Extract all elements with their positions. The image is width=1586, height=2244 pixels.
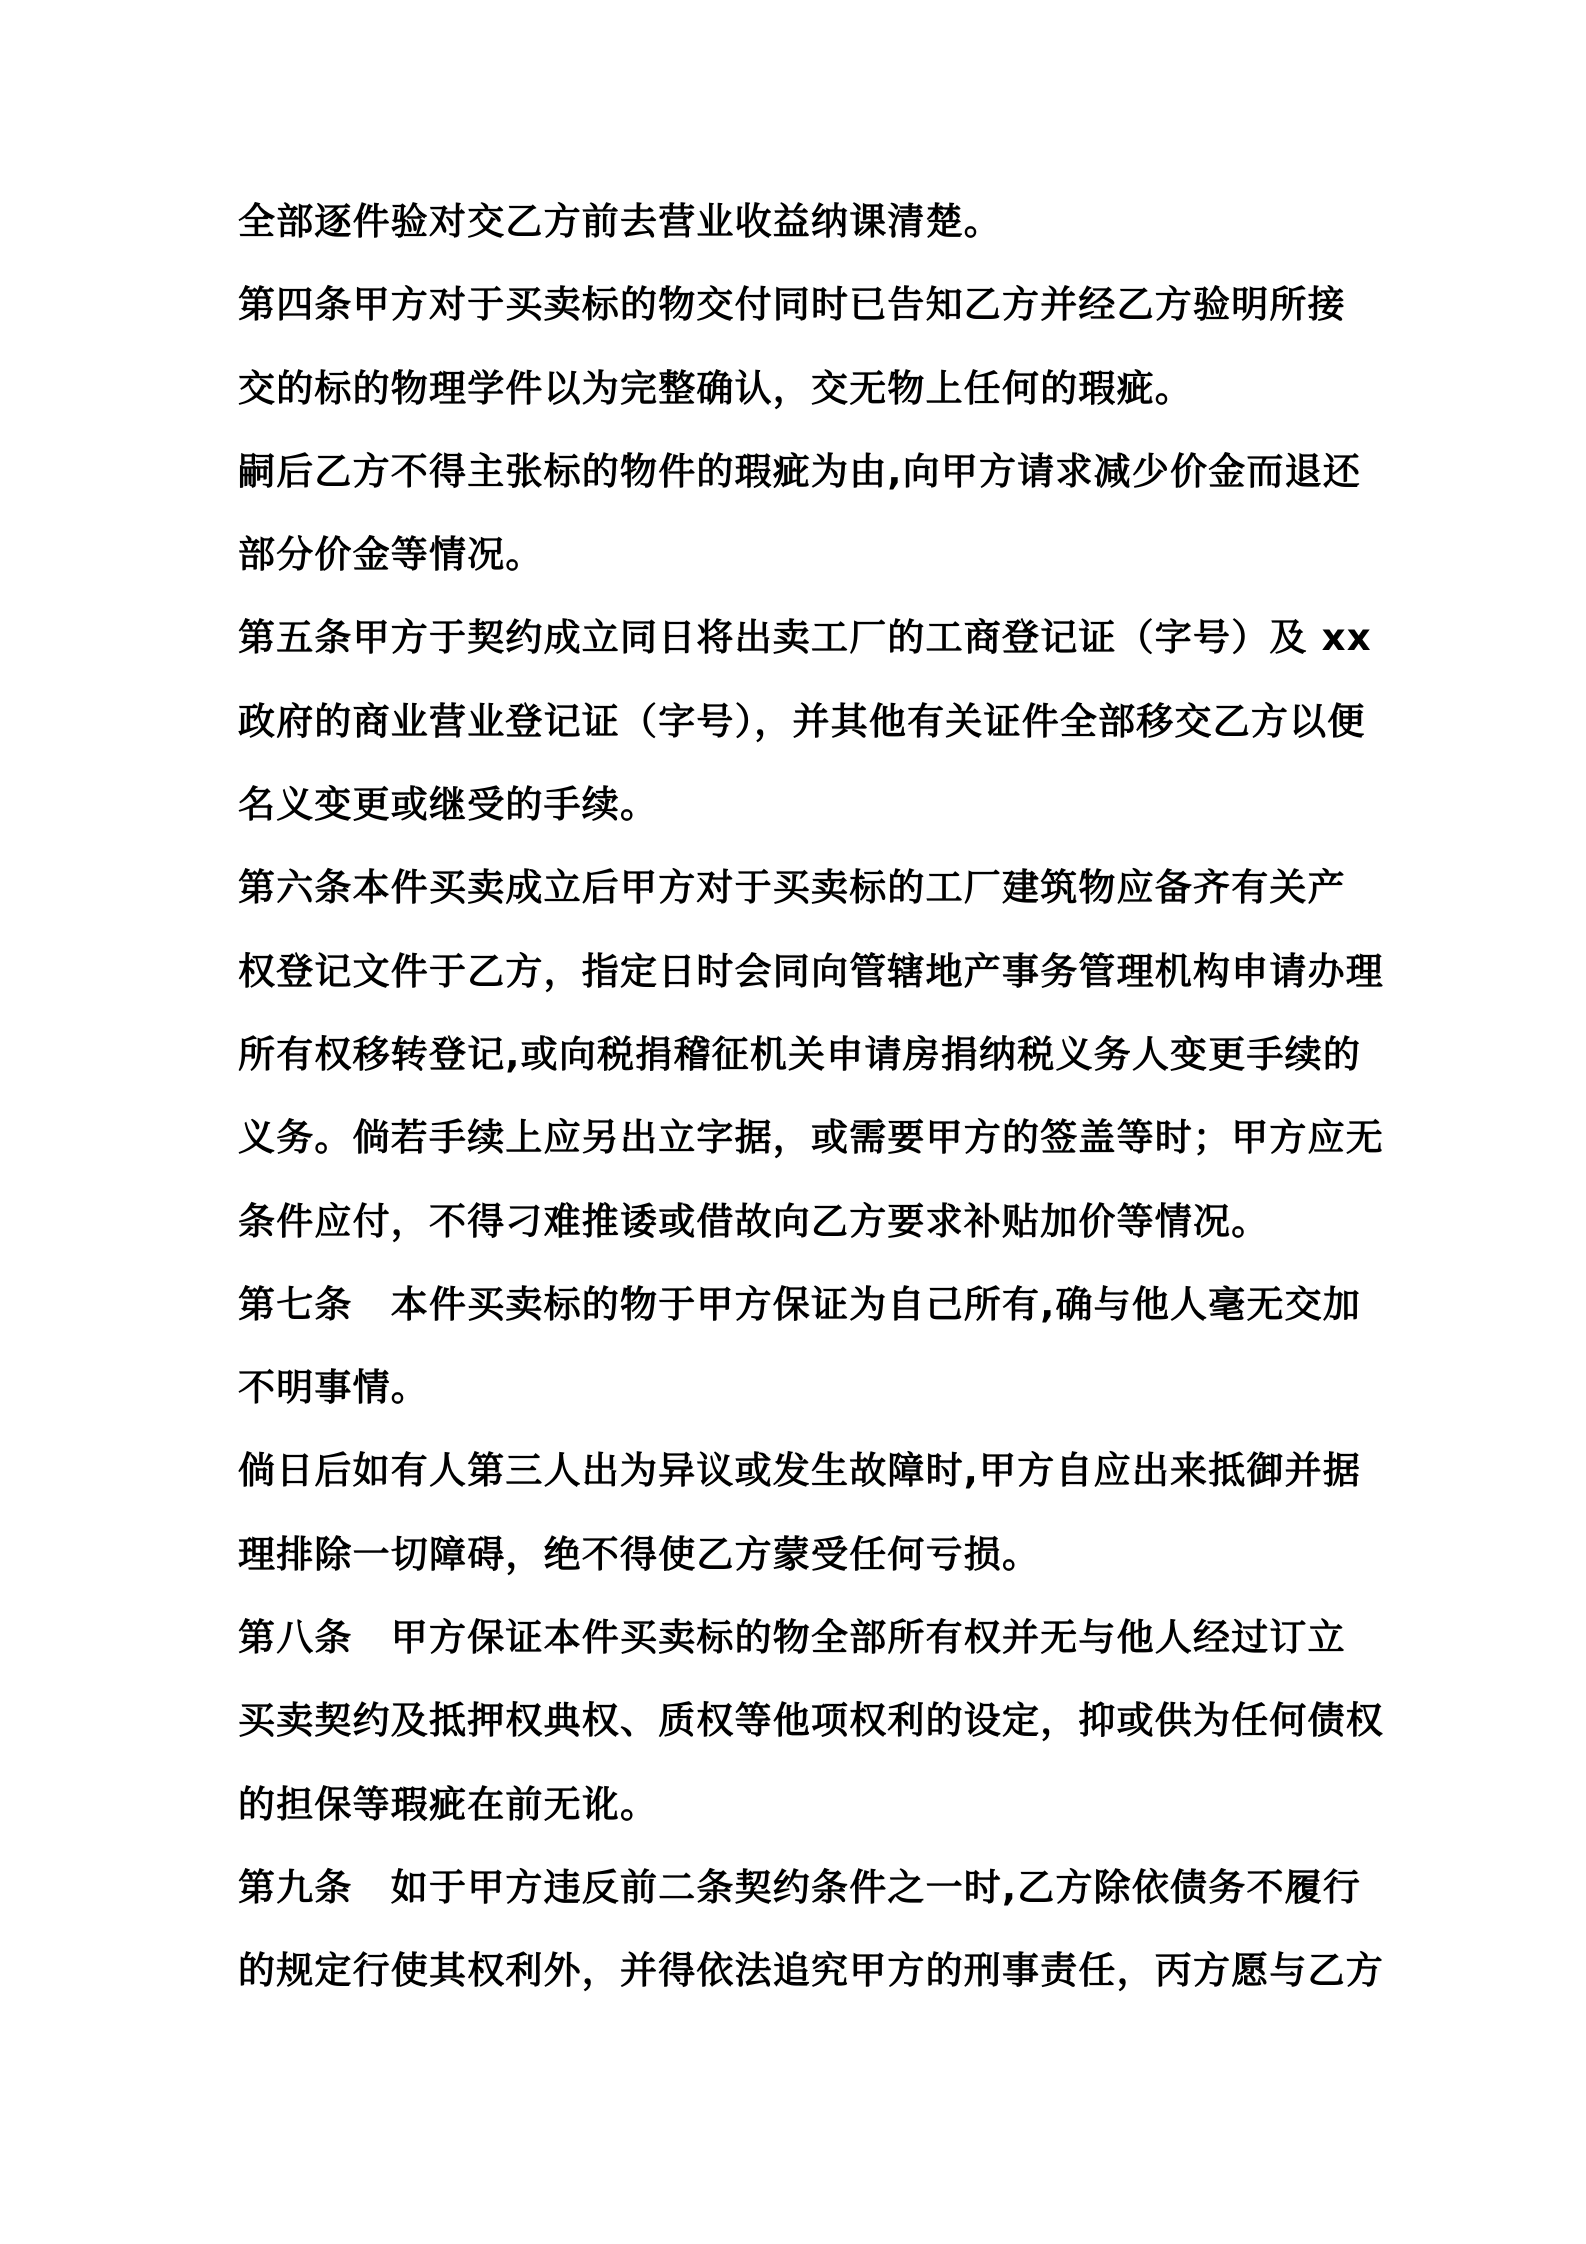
contract-text-block [238, 180, 1384, 2013]
text-line-9: 第六条本件买卖成立后甲方对于买卖标的工厂建筑物应备齐有关产 [238, 866, 1346, 910]
text-line-15: 不明事情。 [238, 1366, 429, 1410]
text-line-7: 政府的商业营业登记证（字号），并其他有关证件全部移交乙方以便 [238, 699, 1366, 743]
text-line-13: 条件应付，不得刁难推诿或借故向乙方要求补贴加价等情况。 [238, 1199, 1270, 1243]
text-line-17: 理排除一切障碍，绝不得使乙方蒙受任何亏损。 [238, 1532, 1041, 1576]
text-line-14: 第七条 本件买卖标的物于甲方保证为自己所有,确与他人毫无交加 [238, 1282, 1362, 1326]
text-line-22: 的规定行使其权利外，并得依法追究甲方的刑事责任，丙方愿与乙方 [238, 1949, 1384, 1993]
text-line-5: 部分价金等情况。 [238, 533, 544, 577]
text-line-10: 权登记文件于乙方，指定日时会同向管辖地产事务管理机构申请办理 [238, 949, 1384, 993]
text-line-12: 义务。倘若手续上应另出立字据，或需要甲方的签盖等时；甲方应无 [238, 1116, 1384, 1160]
text-line-20: 的担保等瑕疵在前无讹。 [238, 1782, 659, 1826]
text-line-4: 嗣后乙方不得主张标的物件的瑕疵为由,向甲方请求减少价金而退还 [238, 449, 1362, 493]
text-line-2: 第四条甲方对于买卖标的物交付同时已告知乙方并经乙方验明所接 [238, 283, 1346, 327]
text-line-16: 倘日后如有人第三人出为异议或发生故障时,甲方自应出来抵御并据 [238, 1449, 1362, 1493]
text-line-8: 名义变更或继受的手续。 [238, 783, 659, 827]
text-line-18: 第八条 甲方保证本件买卖标的物全部所有权并无与他人经过订立 [238, 1616, 1346, 1660]
text-line-19: 买卖契约及抵押权典权、质权等他项权利的设定，抑或供为任何债权 [238, 1699, 1384, 1743]
text-line-11: 所有权移转登记,或向税捐稽征机关申请房捐纳税义务人变更手续的 [238, 1032, 1362, 1076]
text-line-1: 全部逐件验对交乙方前去营业收益纳课清楚。 [238, 200, 1002, 243]
text-line-6: 第五条甲方于契约成立同日将出卖工厂的工商登记证（字号）及 xx [238, 616, 1372, 660]
text-line-3: 交的标的物理学件以为完整确认，交无物上任何的瑕疵。 [238, 366, 1193, 410]
text-line-21: 第九条 如于甲方违反前二条契约条件之一时,乙方除依债务不履行 [238, 1865, 1362, 1909]
